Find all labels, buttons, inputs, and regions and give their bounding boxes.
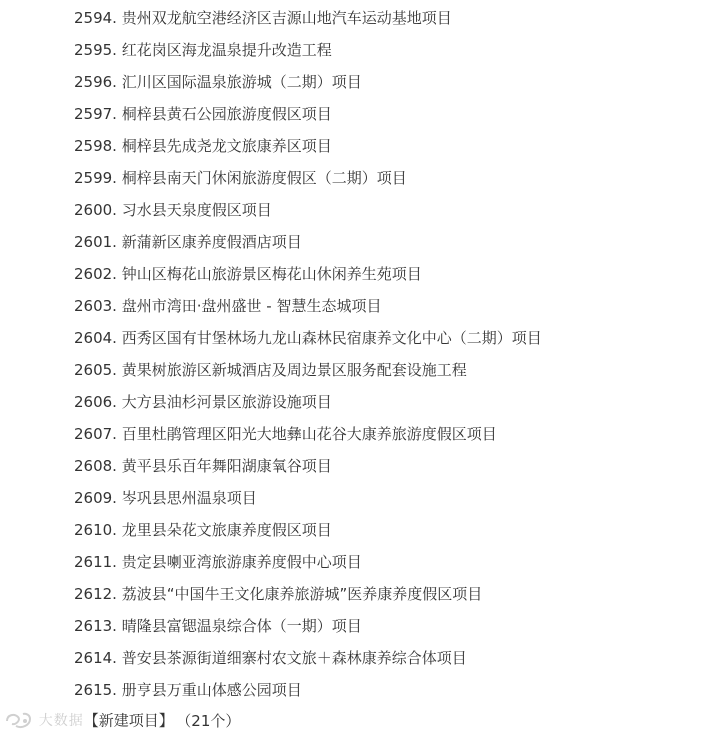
- list-item: [74, 482, 542, 514]
- list-item: [74, 162, 542, 194]
- list-item: [74, 34, 542, 66]
- item-number: 2613.: [74, 617, 117, 635]
- item-text: 西秀区国有甘堡林场九龙山森林民宿康养文化中心（二期）项目: [121, 329, 542, 347]
- item-text: 百里杜鹃管理区阳光大地彝山花谷大康养旅游度假区项目: [121, 425, 497, 443]
- list-item: [74, 98, 542, 130]
- item-text: 钟山区梅花山旅游景区梅花山休闲养生苑项目: [121, 265, 422, 283]
- item-number: 2602.: [74, 265, 117, 283]
- list-item: [74, 322, 542, 354]
- item-text: 岑巩县思州温泉项目: [121, 489, 257, 507]
- list-item: [74, 418, 542, 450]
- item-text: 贵州双龙航空港经济区吉源山地汽车运动基地项目: [121, 9, 452, 27]
- item-number: 2605.: [74, 361, 117, 379]
- list-item: [74, 354, 542, 386]
- item-text: 普安县茶源街道细寨村农文旅＋森林康养综合体项目: [121, 649, 467, 667]
- project-list: [74, 2, 542, 706]
- item-number: 2598.: [74, 137, 117, 155]
- list-item: [74, 226, 542, 258]
- item-number: 2596.: [74, 73, 117, 91]
- item-text: 新蒲新区康养度假酒店项目: [121, 233, 302, 251]
- item-number: 2595.: [74, 41, 117, 59]
- item-number: 2607.: [74, 425, 117, 443]
- list-item: [74, 290, 542, 322]
- item-number: 2594.: [74, 9, 117, 27]
- list-item: [74, 2, 542, 34]
- list-item: [74, 194, 542, 226]
- list-item: [74, 610, 542, 642]
- item-text: 荔波县“中国牛王文化康养旅游城”医养康养度假区项目: [121, 585, 483, 603]
- item-number: 2615.: [74, 681, 117, 699]
- item-number: 2606.: [74, 393, 117, 411]
- item-text: 红花岗区海龙温泉提升改造工程: [121, 41, 332, 59]
- item-number: 2597.: [74, 105, 117, 123]
- item-text: 晴隆县富锶温泉综合体（一期）项目: [121, 617, 362, 635]
- item-number: 2612.: [74, 585, 117, 603]
- item-number: 2609.: [74, 489, 117, 507]
- item-text: 黄果树旅游区新城酒店及周边景区服务配套设施工程: [121, 361, 467, 379]
- item-text: 黄平县乐百年舞阳湖康氧谷项目: [121, 457, 332, 475]
- item-text: 册亨县万重山体感公园项目: [121, 681, 302, 699]
- item-text: 贵定县喇亚湾旅游康养度假中心项目: [121, 553, 362, 571]
- item-number: 2603.: [74, 297, 117, 315]
- item-text: 汇川区国际温泉旅游城（二期）项目: [121, 73, 362, 91]
- new-projects-count: （21个）: [183, 711, 241, 730]
- item-number: 2604.: [74, 329, 117, 347]
- section-footer: [4, 706, 240, 734]
- item-number: 2610.: [74, 521, 117, 539]
- list-item: [74, 130, 542, 162]
- item-number: 2614.: [74, 649, 117, 667]
- item-text: 大方县油杉河景区旅游设施项目: [121, 393, 332, 411]
- item-text: 盘州市湾田·盘州盛世 - 智慧生态城项目: [121, 297, 382, 315]
- list-item: [74, 66, 542, 98]
- item-number: 2599.: [74, 169, 117, 187]
- list-item: [74, 514, 542, 546]
- list-item: [74, 578, 542, 610]
- list-item: [74, 642, 542, 674]
- item-number: 2608.: [74, 457, 117, 475]
- item-number: 2611.: [74, 553, 117, 571]
- new-projects-heading: 【新建项目】: [83, 711, 174, 730]
- item-text: 桐梓县先成尧龙文旅康养区项目: [121, 137, 332, 155]
- watermark-logo-icon: [4, 711, 34, 731]
- list-item: [74, 674, 542, 706]
- watermark-text: 大数据: [38, 712, 84, 729]
- item-text: 龙里县朵花文旅康养度假区项目: [121, 521, 332, 539]
- item-text: 桐梓县黄石公园旅游度假区项目: [121, 105, 332, 123]
- item-text: 桐梓县南天门休闲旅游度假区（二期）项目: [121, 169, 407, 187]
- list-item: [74, 258, 542, 290]
- list-item: [74, 386, 542, 418]
- item-number: 2601.: [74, 233, 117, 251]
- item-text: 习水县天泉度假区项目: [121, 201, 272, 219]
- item-number: 2600.: [74, 201, 117, 219]
- list-item: [74, 450, 542, 482]
- list-item: [74, 546, 542, 578]
